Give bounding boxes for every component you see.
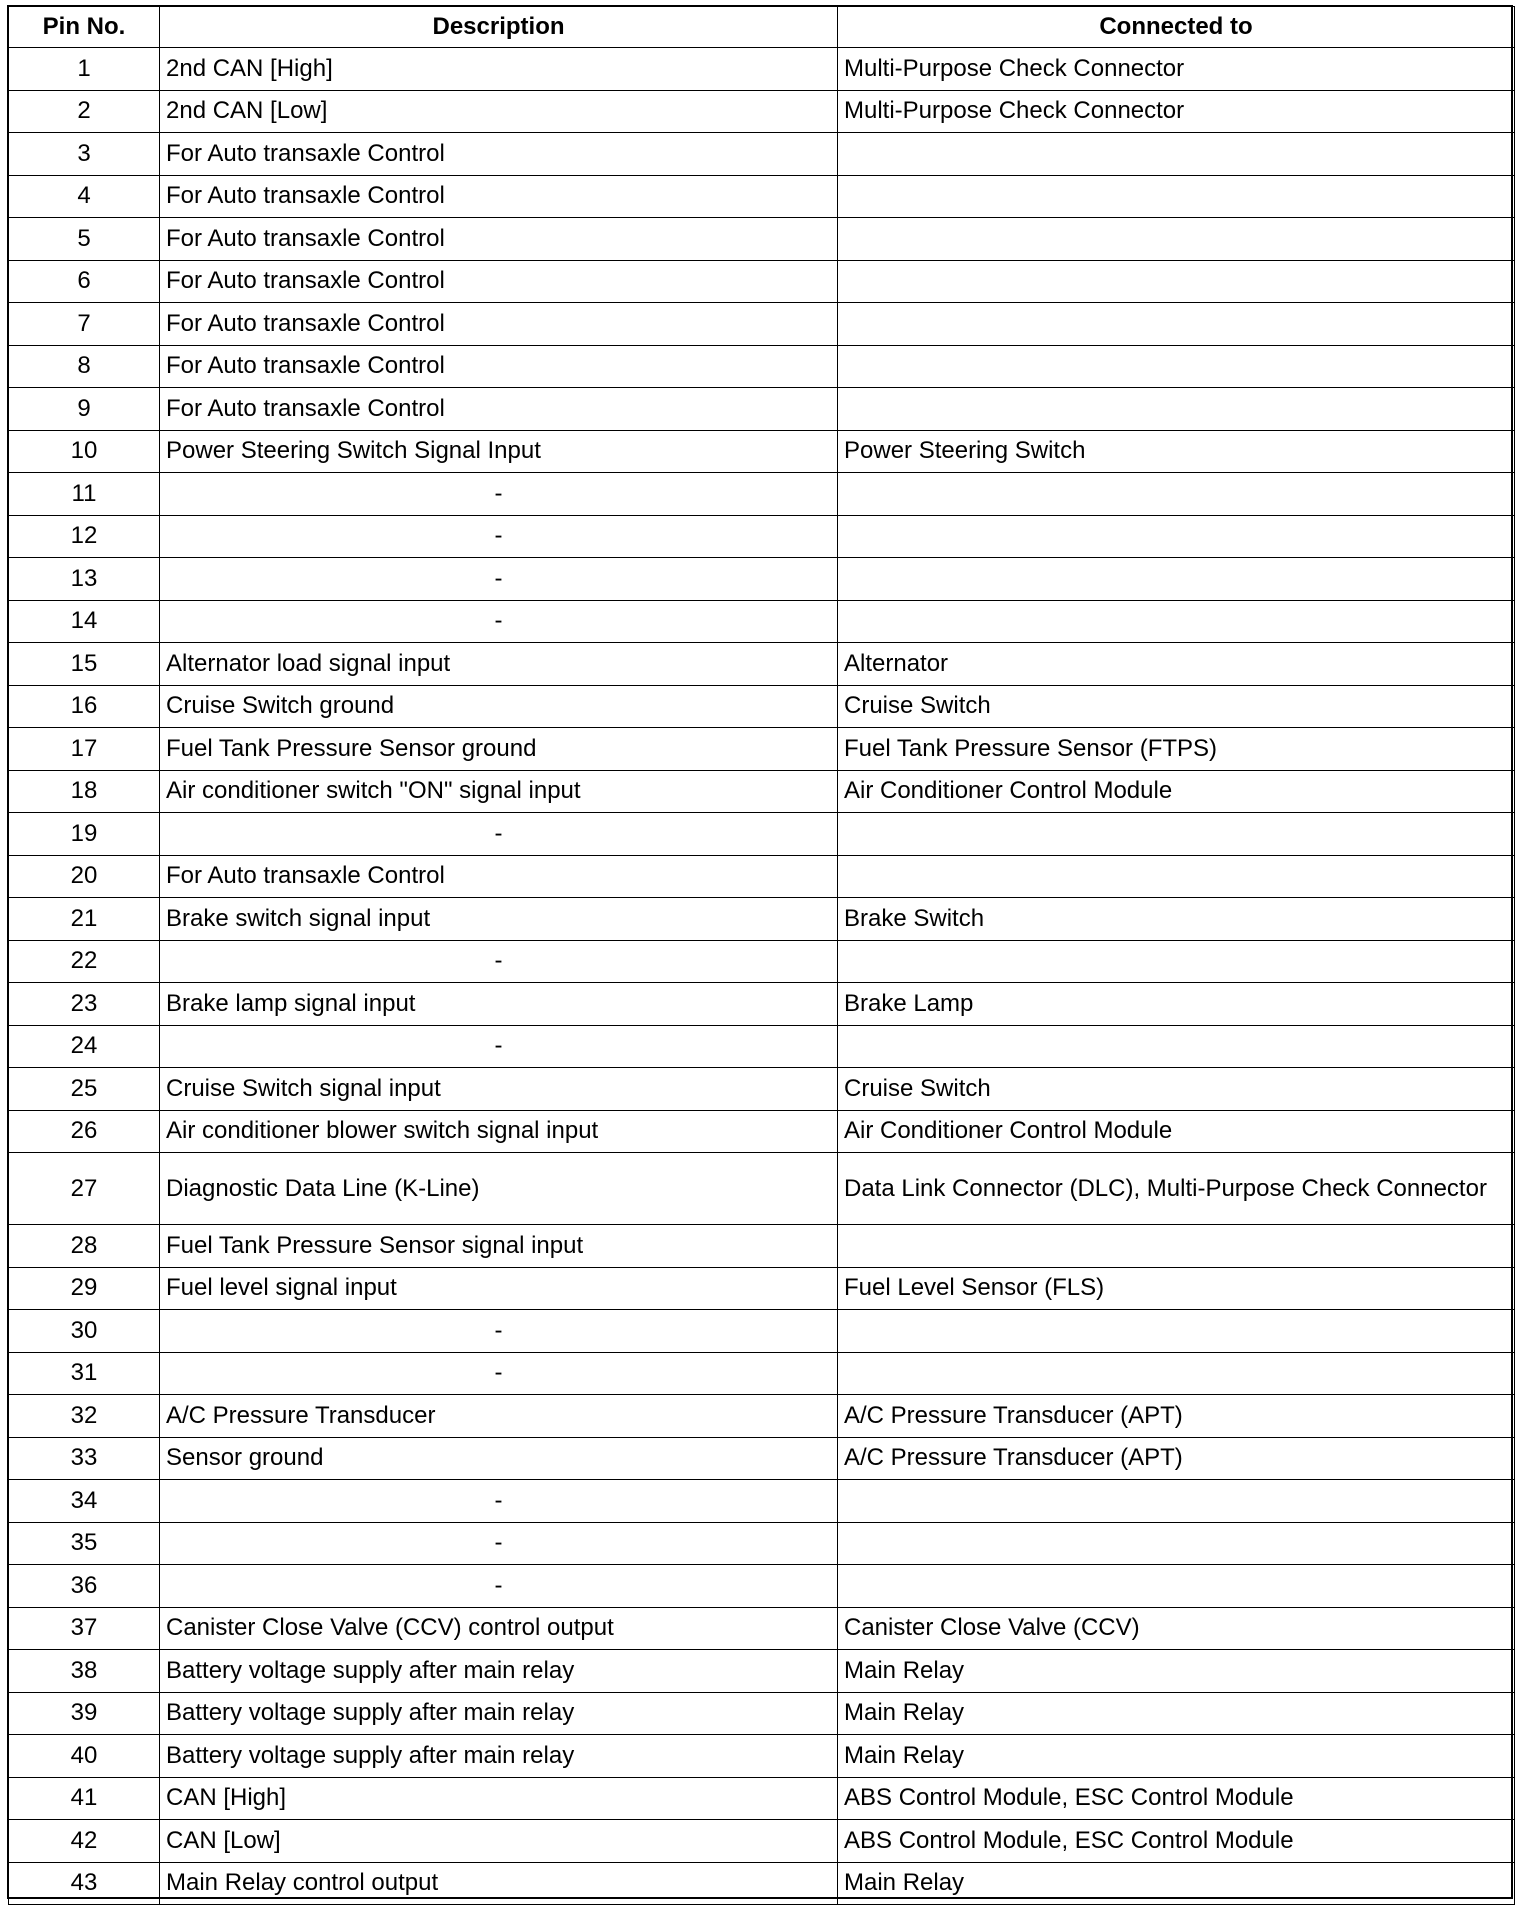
- pin-number-cell: 3: [9, 133, 160, 176]
- connected-to-cell: Brake Lamp: [838, 983, 1515, 1026]
- description-cell: For Auto transaxle Control: [160, 260, 838, 303]
- table-row: [9, 1110, 1515, 1153]
- table-row: [9, 983, 1515, 1026]
- description-cell: Power Steering Switch Signal Input: [160, 430, 838, 473]
- table-row: [9, 388, 1515, 431]
- description-cell: Battery voltage supply after main relay: [160, 1650, 838, 1693]
- table-row: [9, 1480, 1515, 1523]
- table-row: [9, 940, 1515, 983]
- table-row: [9, 1310, 1515, 1353]
- table-row: [9, 1607, 1515, 1650]
- description-cell: Fuel level signal input: [160, 1267, 838, 1310]
- pin-number-cell: 40: [9, 1735, 160, 1778]
- description-cell: For Auto transaxle Control: [160, 345, 838, 388]
- connected-to-cell: Cruise Switch: [838, 1068, 1515, 1111]
- table-row: [9, 218, 1515, 261]
- pin-number-cell: 23: [9, 983, 160, 1026]
- connected-to-cell: [838, 1225, 1515, 1268]
- table-row: [9, 770, 1515, 813]
- description-cell: Air conditioner switch "ON" signal input: [160, 770, 838, 813]
- table-row: [9, 1692, 1515, 1735]
- table-row: [9, 1522, 1515, 1565]
- connected-to-cell: Main Relay: [838, 1692, 1515, 1735]
- table-row: [9, 600, 1515, 643]
- pin-number-cell: 38: [9, 1650, 160, 1693]
- pin-number-cell: 32: [9, 1395, 160, 1438]
- table-row: [9, 1068, 1515, 1111]
- pin-number-cell: 2: [9, 90, 160, 133]
- connected-to-cell: ABS Control Module, ESC Control Module: [838, 1820, 1515, 1863]
- pin-number-cell: 43: [9, 1862, 160, 1905]
- description-cell: Sensor ground: [160, 1437, 838, 1480]
- description-cell: Battery voltage supply after main relay: [160, 1692, 838, 1735]
- table-row: [9, 1025, 1515, 1068]
- description-cell: For Auto transaxle Control: [160, 218, 838, 261]
- description-cell: Fuel Tank Pressure Sensor ground: [160, 728, 838, 771]
- connected-to-cell: [838, 600, 1515, 643]
- description-cell: Brake switch signal input: [160, 898, 838, 941]
- description-cell: -: [160, 600, 838, 643]
- table-row: [9, 430, 1515, 473]
- connected-to-cell: [838, 133, 1515, 176]
- table-row: [9, 1352, 1515, 1395]
- table-row: [9, 1153, 1515, 1225]
- connected-to-cell: Multi-Purpose Check Connector: [838, 48, 1515, 91]
- table-row: [9, 855, 1515, 898]
- pin-number-cell: 22: [9, 940, 160, 983]
- connected-to-cell: [838, 473, 1515, 516]
- connected-to-cell: [838, 813, 1515, 856]
- description-cell: For Auto transaxle Control: [160, 388, 838, 431]
- pin-number-cell: 35: [9, 1522, 160, 1565]
- description-cell: CAN [High]: [160, 1777, 838, 1820]
- description-cell: For Auto transaxle Control: [160, 175, 838, 218]
- connected-to-cell: [838, 303, 1515, 346]
- header-description: Description: [160, 7, 838, 48]
- description-cell: -: [160, 515, 838, 558]
- pin-number-cell: 34: [9, 1480, 160, 1523]
- pin-number-cell: 12: [9, 515, 160, 558]
- table-row: [9, 898, 1515, 941]
- connected-to-cell: [838, 515, 1515, 558]
- table-row: [9, 1267, 1515, 1310]
- connected-to-cell: [838, 1352, 1515, 1395]
- pin-number-cell: 1: [9, 48, 160, 91]
- pin-number-cell: 25: [9, 1068, 160, 1111]
- description-cell: Fuel Tank Pressure Sensor signal input: [160, 1225, 838, 1268]
- table-row: [9, 1820, 1515, 1863]
- table-row: [9, 1437, 1515, 1480]
- connected-to-cell: [838, 1565, 1515, 1608]
- description-cell: -: [160, 940, 838, 983]
- table-row: [9, 558, 1515, 601]
- pin-number-cell: 19: [9, 813, 160, 856]
- description-cell: Canister Close Valve (CCV) control output: [160, 1607, 838, 1650]
- table-row: [9, 728, 1515, 771]
- pin-number-cell: 26: [9, 1110, 160, 1153]
- description-cell: -: [160, 1310, 838, 1353]
- connected-to-cell: [838, 218, 1515, 261]
- connected-to-cell: A/C Pressure Transducer (APT): [838, 1437, 1515, 1480]
- connected-to-cell: A/C Pressure Transducer (APT): [838, 1395, 1515, 1438]
- table-row: [9, 48, 1515, 91]
- description-cell: -: [160, 1352, 838, 1395]
- connected-to-cell: Power Steering Switch: [838, 430, 1515, 473]
- table-row: [9, 473, 1515, 516]
- pin-number-cell: 36: [9, 1565, 160, 1608]
- description-cell: 2nd CAN [High]: [160, 48, 838, 91]
- table-row: [9, 1650, 1515, 1693]
- connected-to-cell: Main Relay: [838, 1862, 1515, 1905]
- table-row: [9, 133, 1515, 176]
- table-row: [9, 685, 1515, 728]
- connected-to-cell: [838, 345, 1515, 388]
- pin-description-table: [8, 6, 1515, 1905]
- connected-to-cell: [838, 1310, 1515, 1353]
- description-cell: For Auto transaxle Control: [160, 855, 838, 898]
- description-cell: Air conditioner blower switch signal input: [160, 1110, 838, 1153]
- pin-number-cell: 10: [9, 430, 160, 473]
- description-cell: -: [160, 1565, 838, 1608]
- description-cell: For Auto transaxle Control: [160, 303, 838, 346]
- table-row: [9, 1565, 1515, 1608]
- description-cell: -: [160, 813, 838, 856]
- pin-number-cell: 15: [9, 643, 160, 686]
- description-cell: -: [160, 473, 838, 516]
- connected-to-cell: [838, 855, 1515, 898]
- connected-to-cell: [838, 1480, 1515, 1523]
- pin-number-cell: 17: [9, 728, 160, 771]
- connected-to-cell: Canister Close Valve (CCV): [838, 1607, 1515, 1650]
- connected-to-cell: Fuel Level Sensor (FLS): [838, 1267, 1515, 1310]
- pin-number-cell: 6: [9, 260, 160, 303]
- connected-to-cell: [838, 558, 1515, 601]
- table-row: [9, 643, 1515, 686]
- pin-number-cell: 9: [9, 388, 160, 431]
- pin-number-cell: 11: [9, 473, 160, 516]
- description-cell: For Auto transaxle Control: [160, 133, 838, 176]
- connected-to-cell: [838, 1522, 1515, 1565]
- pin-number-cell: 20: [9, 855, 160, 898]
- connected-to-cell: ABS Control Module, ESC Control Module: [838, 1777, 1515, 1820]
- table-row: [9, 1225, 1515, 1268]
- pin-number-cell: 39: [9, 1692, 160, 1735]
- description-cell: Alternator load signal input: [160, 643, 838, 686]
- table-row: [9, 1735, 1515, 1778]
- description-cell: Brake lamp signal input: [160, 983, 838, 1026]
- table-row: [9, 345, 1515, 388]
- table-row: [9, 1777, 1515, 1820]
- pin-number-cell: 42: [9, 1820, 160, 1863]
- pin-number-cell: 7: [9, 303, 160, 346]
- pin-number-cell: 13: [9, 558, 160, 601]
- connected-to-cell: Brake Switch: [838, 898, 1515, 941]
- description-cell: 2nd CAN [Low]: [160, 90, 838, 133]
- description-cell: Cruise Switch ground: [160, 685, 838, 728]
- table-row: [9, 260, 1515, 303]
- connected-to-cell: [838, 940, 1515, 983]
- pin-number-cell: 41: [9, 1777, 160, 1820]
- table-header-row: [9, 7, 1515, 48]
- connected-to-cell: [838, 1025, 1515, 1068]
- pin-number-cell: 24: [9, 1025, 160, 1068]
- connected-to-cell: Multi-Purpose Check Connector: [838, 90, 1515, 133]
- pin-number-cell: 16: [9, 685, 160, 728]
- table-body: [9, 48, 1515, 1905]
- description-cell: Cruise Switch signal input: [160, 1068, 838, 1111]
- header-pin-no: Pin No.: [9, 7, 160, 48]
- table-row: [9, 515, 1515, 558]
- pin-number-cell: 30: [9, 1310, 160, 1353]
- table-row: [9, 1862, 1515, 1905]
- connected-to-cell: Alternator: [838, 643, 1515, 686]
- pin-number-cell: 33: [9, 1437, 160, 1480]
- pin-number-cell: 27: [9, 1153, 160, 1225]
- connected-to-cell: Data Link Connector (DLC), Multi-Purpose Check Connector: [838, 1153, 1515, 1225]
- description-cell: -: [160, 1025, 838, 1068]
- description-cell: -: [160, 558, 838, 601]
- pin-number-cell: 14: [9, 600, 160, 643]
- table-row: [9, 813, 1515, 856]
- connected-to-cell: Main Relay: [838, 1650, 1515, 1693]
- description-cell: Battery voltage supply after main relay: [160, 1735, 838, 1778]
- connected-to-cell: [838, 260, 1515, 303]
- description-cell: A/C Pressure Transducer: [160, 1395, 838, 1438]
- header-connected-to: Connected to: [838, 7, 1515, 48]
- description-cell: -: [160, 1480, 838, 1523]
- connected-to-cell: [838, 388, 1515, 431]
- pin-number-cell: 5: [9, 218, 160, 261]
- table-row: [9, 175, 1515, 218]
- pin-number-cell: 18: [9, 770, 160, 813]
- description-cell: Main Relay control output: [160, 1862, 838, 1905]
- pin-number-cell: 21: [9, 898, 160, 941]
- table-row: [9, 90, 1515, 133]
- connected-to-cell: Cruise Switch: [838, 685, 1515, 728]
- connected-to-cell: Air Conditioner Control Module: [838, 1110, 1515, 1153]
- description-cell: Diagnostic Data Line (K-Line): [160, 1153, 838, 1225]
- pin-number-cell: 31: [9, 1352, 160, 1395]
- pin-number-cell: 28: [9, 1225, 160, 1268]
- connected-to-cell: Fuel Tank Pressure Sensor (FTPS): [838, 728, 1515, 771]
- pin-number-cell: 8: [9, 345, 160, 388]
- pin-number-cell: 4: [9, 175, 160, 218]
- table-row: [9, 1395, 1515, 1438]
- description-cell: -: [160, 1522, 838, 1565]
- connected-to-cell: Air Conditioner Control Module: [838, 770, 1515, 813]
- description-cell: CAN [Low]: [160, 1820, 838, 1863]
- pin-number-cell: 37: [9, 1607, 160, 1650]
- connected-to-cell: Main Relay: [838, 1735, 1515, 1778]
- table-row: [9, 303, 1515, 346]
- connected-to-cell: [838, 175, 1515, 218]
- pin-number-cell: 29: [9, 1267, 160, 1310]
